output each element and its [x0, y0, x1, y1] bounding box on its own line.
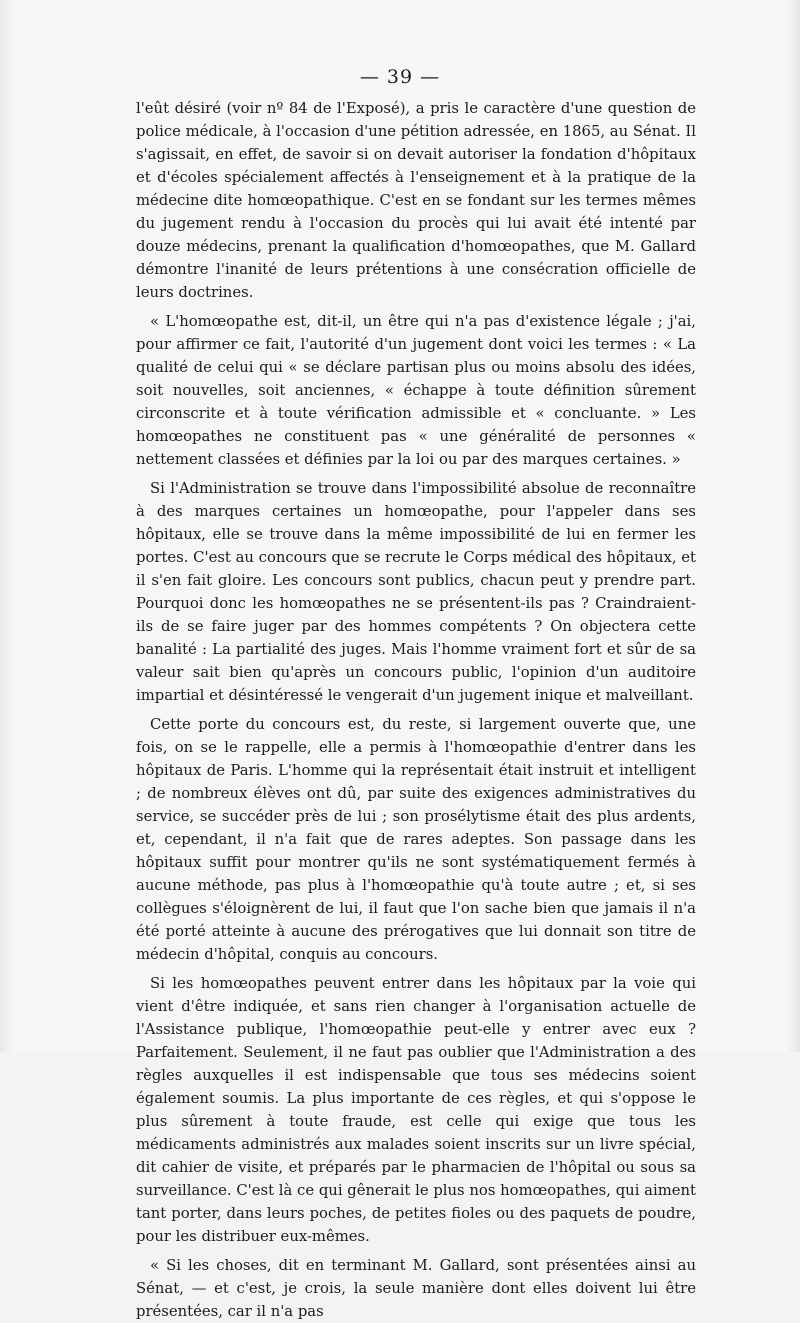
page-number: — 39 —: [359, 66, 441, 88]
paragraph-6: « Si les choses, dit en terminant M. Gallard, sont présentées ainsi au Sénat, — et c'est, je crois, la seule manière dont elles doivent lui être présentées, car il n'a pas: [136, 1257, 696, 1320]
paragraph-5: Si les homœopathes peuvent entrer dans les hôpitaux par la voie qui vient d'être indiquée, et sans rien changer à l'organisation actuelle de l'Assistance publique, l'homœopathie peut-elle y entrer avec eux ? Parfaitement. Seulement, il ne faut pas oublier que l'Administration a des règles auxquelles il est indispensable que tous ses médecins soient également soumis. La plus importante de ces règles, et qui s'oppose le plus sûrement à toute fraude, est celle qui exige que tous les médicaments administrés aux malades soient inscrits sur un livre spécial, dit cahier de visite, et préparés par le pharmacien de l'hôpital ou sous sa surveillance. C'est là ce qui gênerait le plus nos homœopathes, qui aiment tant porter, dans leurs poches, de petites fioles ou des paquets de poudre, pour les distribuer eux-mêmes.: [136, 975, 696, 1245]
paragraph-1: l'eût désiré (voir nº 84 de l'Exposé), a pris le caractère d'une question de police médicale, à l'occasion d'une pétition adressée, en 1865, au Sénat. Il s'agissait, en effet, de savoir si on devait autoriser la fondation d'hôpitaux et d'écoles spécialement affectés à l'enseignement et à la pratique de la médecine dite homœopathique. C'est en se fondant sur les termes mêmes du jugement rendu à l'occasion du procès qui lui avait été intenté par douze médecins, prenant la qualification d'homœopathes, que M. Gallard démontre l'inanité de leurs prétentions à une consécration officielle de leurs doctrines.: [136, 100, 696, 301]
page-body: [136, 97, 696, 1323]
paragraph-4: Cette porte du concours est, du reste, si largement ouverte que, une fois, on se le rappelle, elle a permis à l'homœopathie d'entrer dans les hôpitaux de Paris. L'homme qui la représentait était instruit et intelligent ; de nombreux élèves ont dû, par suite des exigences administratives du service, se succéder près de lui ; son prosélytisme était des plus ardents, et, cependant, il n'a fait que de rares adeptes. Son passage dans les hôpitaux suffit pour montrer qu'ils ne sont systématiquement fermés à aucune méthode, pas plus à l'homœopathie qu'à toute autre ; et, si ses collègues s'éloignèrent de lui, il faut que l'on sache bien que jamais il n'a été porté atteinte à aucune des prérogatives que lui donnait son titre de médecin d'hôpital, conquis au concours.: [136, 716, 696, 963]
paragraph-3: Si l'Administration se trouve dans l'impossibilité absolue de reconnaître à des marques certaines un homœopathe, pour l'appeler dans ses hôpitaux, elle se trouve dans la même impossibilité de lui en fermer les portes. C'est au concours que se recrute le Corps médical des hôpitaux, et il s'en fait gloire. Les concours sont publics, chacun peut y prendre part. Pourquoi donc les homœopathes ne se présentent-ils pas ? Craindraient-ils de se faire juger par des hommes compétents ? On objectera cette banalité : La partialité des juges. Mais l'homme vraiment fort et sûr de sa valeur sait bien qu'après un concours public, l'opinion d'un auditoire impartial et désintéressé le vengerait d'un jugement inique et malveillant.: [136, 480, 696, 704]
paragraph-2: « L'homœopathe est, dit-il, un être qui n'a pas d'existence légale ; j'ai, pour affirmer ce fait, l'autorité d'un jugement dont voici les termes : « La qualité de celui qui « se déclare partisan plus ou moins absolu des idées, soit nouvelles, soit anciennes, « échappe à toute définition sûrement circonscrite et à toute vérification admissible et « concluante. » Les homœopathes ne constituent pas « une généralité de personnes « nettement classées et définies par la loi ou par des marques certaines. »: [136, 313, 696, 468]
